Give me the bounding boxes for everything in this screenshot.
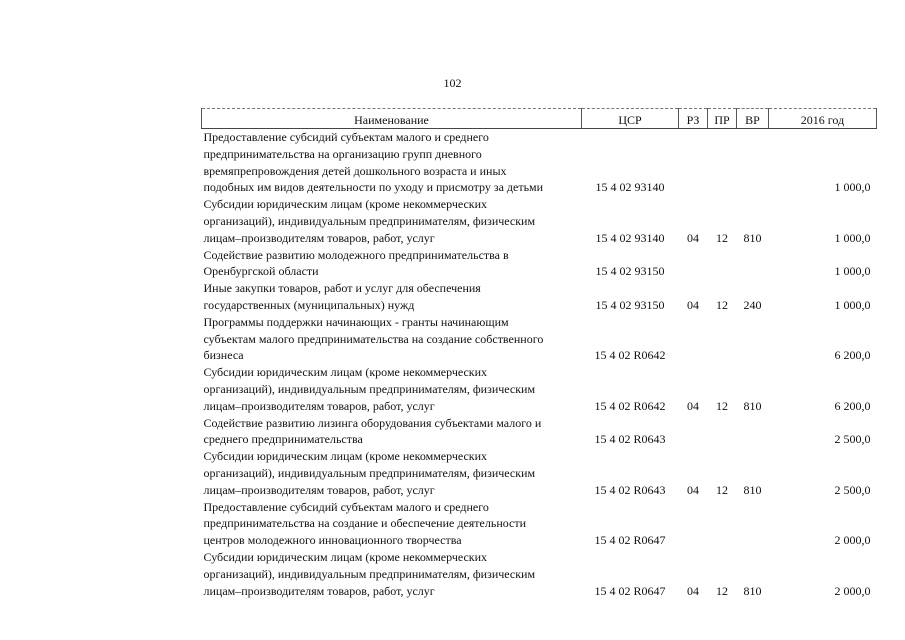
row-rz — [679, 499, 708, 549]
row-sum: 2 000,0 — [834, 583, 871, 598]
row-sum: 1 000,0 — [834, 230, 871, 245]
row-pr: 12 — [716, 398, 728, 413]
row-name — [202, 129, 582, 197]
header-pr: ПР — [708, 109, 737, 129]
row-pr: 12 — [716, 583, 728, 598]
row-vr — [737, 415, 769, 449]
row-name — [202, 196, 582, 246]
row-pr — [708, 247, 737, 281]
row-name-line: среднего предпринимательства — [203, 432, 363, 447]
row-csr: 15 4 02 R0647 — [594, 583, 666, 598]
row-name-line: организаций), индивидуальным предпринимателям, физическим — [203, 381, 536, 396]
row-pr — [708, 415, 737, 449]
row-name — [202, 314, 582, 364]
row-rz: 04 — [687, 297, 699, 312]
row-rz: 04 — [687, 230, 699, 245]
table-row — [202, 549, 877, 599]
row-name-line: организаций), индивидуальным предпринимателям, физическим — [203, 566, 536, 581]
row-name-line: Предоставление субсидий субъектам малого и среднего — [203, 130, 489, 144]
row-sum: 2 500,0 — [834, 432, 871, 447]
row-sum: 2 500,0 — [834, 482, 871, 497]
row-pr — [708, 129, 737, 197]
row-name-line: лицам–производителям товаров, работ, услуг — [203, 398, 435, 413]
table-row — [202, 280, 877, 314]
table-row — [202, 129, 877, 197]
row-pr — [708, 499, 737, 549]
row-sum: 1 000,0 — [834, 297, 871, 312]
row-name-line: государственных (муниципальных) нужд — [203, 297, 415, 312]
row-rz — [679, 247, 708, 281]
row-name-line: Субсидии юридическим лицам (кроме некоммерческих — [203, 365, 488, 380]
table-row — [202, 499, 877, 549]
header-name: Наименование — [202, 109, 582, 129]
row-vr: 810 — [743, 398, 762, 413]
row-rz — [679, 314, 708, 364]
table-row — [202, 415, 877, 449]
row-name-line: Иные закупки товаров, работ и услуг для обеспечения — [203, 281, 481, 296]
table-row — [202, 314, 877, 364]
page-number: 102 — [443, 76, 462, 90]
row-name-line: Предоставление субсидий субъектам малого и среднего — [203, 499, 489, 514]
row-rz: 04 — [687, 583, 699, 598]
row-vr — [737, 129, 769, 197]
row-name-line: предпринимательства на создание и обеспечение деятельности — [203, 516, 527, 531]
row-csr: 15 4 02 93140 — [595, 180, 665, 195]
table-row — [202, 196, 877, 246]
row-sum: 6 200,0 — [834, 398, 871, 413]
header-csr: ЦСР — [582, 109, 679, 129]
row-csr: 15 4 02 R0642 — [594, 398, 666, 413]
table-row — [202, 448, 877, 498]
row-name-line: Субсидии юридическим лицам (кроме некоммерческих — [203, 197, 488, 212]
row-sum: 6 200,0 — [834, 348, 871, 363]
row-csr: 15 4 02 93140 — [595, 230, 665, 245]
row-name-line: субъектам малого предпринимательства на создание собственного — [203, 331, 544, 346]
row-name — [202, 549, 582, 599]
row-csr: 15 4 02 93150 — [595, 264, 665, 279]
row-name-line: Субсидии юридическим лицам (кроме некоммерческих — [203, 549, 488, 564]
row-name-line: лицам–производителям товаров, работ, услуг — [203, 583, 435, 598]
row-vr: 810 — [743, 230, 762, 245]
row-name-line: подобных им видов деятельности по уходу и присмотру за детьми — [203, 180, 544, 195]
budget-table — [201, 108, 877, 599]
row-vr — [737, 247, 769, 281]
header-rz: РЗ — [679, 109, 708, 129]
row-pr — [708, 314, 737, 364]
row-rz — [679, 415, 708, 449]
row-sum: 1 000,0 — [834, 180, 871, 195]
table-body — [202, 129, 877, 600]
row-name-line: бизнеса — [203, 348, 244, 363]
row-vr: 810 — [743, 583, 762, 598]
row-csr: 15 4 02 R0643 — [594, 432, 666, 447]
row-vr — [737, 314, 769, 364]
row-name — [202, 364, 582, 414]
row-csr: 15 4 02 R0643 — [594, 482, 666, 497]
header-vr: ВР — [737, 109, 769, 129]
row-csr: 15 4 02 R0642 — [594, 348, 666, 363]
row-name-line: Содействие развитию лизинга оборудования субъектами малого и — [203, 415, 542, 430]
row-vr: 810 — [743, 482, 762, 497]
row-sum: 2 000,0 — [834, 533, 871, 548]
table-row — [202, 364, 877, 414]
table-header — [202, 109, 877, 129]
row-name-line: времяпрепровождения детей дошкольного возраста и иных — [203, 163, 507, 178]
row-rz: 04 — [687, 482, 699, 497]
row-name-line: лицам–производителям товаров, работ, услуг — [203, 482, 435, 497]
row-name-line: организаций), индивидуальным предпринимателям, физическим — [203, 465, 536, 480]
row-vr: 240 — [743, 297, 762, 312]
row-name — [202, 415, 582, 449]
row-name — [202, 448, 582, 498]
row-name-line: Содействие развитию молодежного предпринимательства в — [203, 247, 509, 262]
row-name-line: организаций), индивидуальным предпринимателям, физическим — [203, 213, 536, 228]
row-name — [202, 499, 582, 549]
header-year: 2016 год — [769, 109, 877, 129]
row-name — [202, 247, 582, 281]
row-csr: 15 4 02 93150 — [595, 297, 665, 312]
row-name-line: Оренбургской области — [203, 264, 319, 279]
row-rz — [679, 129, 708, 197]
row-name — [202, 280, 582, 314]
row-vr — [737, 499, 769, 549]
row-csr: 15 4 02 R0647 — [594, 533, 666, 548]
row-name-line: Программы поддержки начинающих - гранты начинающим — [203, 314, 509, 329]
row-name-line: центров молодежного инновационного творчества — [203, 533, 462, 548]
row-rz: 04 — [687, 398, 699, 413]
row-name-line: предпринимательства на организацию групп дневного — [203, 146, 482, 161]
table-row — [202, 247, 877, 281]
row-name-line: Субсидии юридическим лицам (кроме некоммерческих — [203, 449, 488, 464]
row-sum: 1 000,0 — [834, 264, 871, 279]
row-name-line: лицам–производителям товаров, работ, услуг — [203, 230, 435, 245]
row-pr: 12 — [716, 482, 728, 497]
row-pr: 12 — [716, 230, 728, 245]
row-pr: 12 — [716, 297, 728, 312]
